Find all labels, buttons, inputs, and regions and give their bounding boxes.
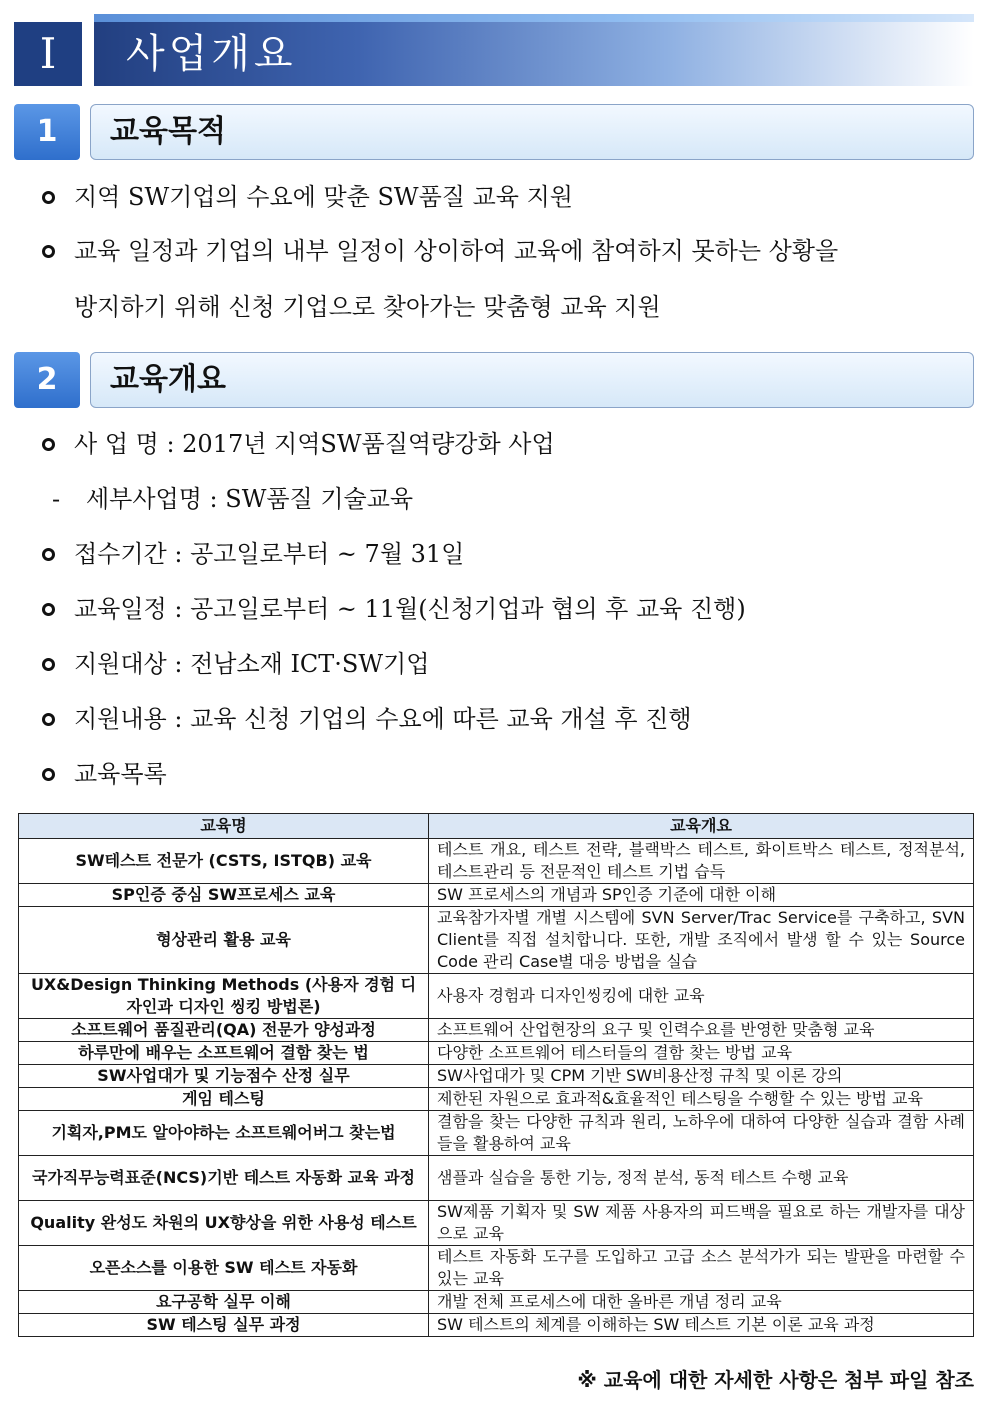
overview-item-project-name: 사 업 명 : 2017년 지역SW품질역량강화 사업 bbox=[74, 430, 555, 458]
course-name: SW사업대가 및 기능점수 산정 실무 bbox=[19, 1065, 429, 1088]
section-number: 1 bbox=[14, 104, 80, 160]
table-row bbox=[19, 1042, 974, 1065]
course-name: SW 테스팅 실무 과정 bbox=[19, 1314, 429, 1337]
overview-item-course-list: 교육목록 bbox=[74, 760, 167, 788]
course-overview: 개발 전체 프로세스에 대한 올바른 개념 정리 교육 bbox=[429, 1291, 974, 1314]
course-name: 요구공학 실무 이해 bbox=[19, 1291, 429, 1314]
table-row bbox=[19, 884, 974, 907]
course-overview: 테스트 자동화 도구를 도입하고 고급 소스 분석가가 되는 발판을 마련할 수 있는 교육 bbox=[429, 1246, 974, 1291]
course-overview: SW 테스트의 체계를 이해하는 SW 테스트 기본 이론 교육 과정 bbox=[429, 1314, 974, 1337]
section-title: 교육개요 bbox=[110, 362, 226, 397]
course-overview: 소프트웨어 산업현장의 요구 및 인력수요를 반영한 맞춤형 교육 bbox=[429, 1019, 974, 1042]
table-row bbox=[19, 907, 974, 974]
course-name: SW테스트 전문가 (CSTS, ISTQB) 교육 bbox=[19, 839, 429, 884]
course-overview: 사용자 경험과 디자인씽킹에 대한 교육 bbox=[429, 974, 974, 1019]
course-name: 소프트웨어 품질관리(QA) 전문가 양성과정 bbox=[19, 1019, 429, 1042]
chapter-number: I bbox=[14, 22, 82, 86]
overview-item-subproject: 세부사업명 : SW품질 기술교육 bbox=[86, 485, 414, 513]
section-title: 교육목적 bbox=[110, 114, 226, 149]
course-overview: 다양한 소프트웨어 테스터들의 결함 찾는 방법 교육 bbox=[429, 1042, 974, 1065]
bullet-icon bbox=[42, 658, 55, 671]
column-header-course-overview: 교육개요 bbox=[429, 814, 974, 839]
course-name: 오픈소스를 이용한 SW 테스트 자동화 bbox=[19, 1246, 429, 1291]
bullet-icon bbox=[42, 438, 55, 451]
section-number: 2 bbox=[14, 352, 80, 408]
section-header-purpose bbox=[14, 104, 974, 160]
course-name: 국가직무능력표준(NCS)기반 테스트 자동화 교육 과정 bbox=[19, 1156, 429, 1201]
table-header-row bbox=[19, 814, 974, 839]
bullet-icon bbox=[42, 603, 55, 616]
course-name: Quality 완성도 차원의 UX향상을 위한 사용성 테스트 bbox=[19, 1201, 429, 1246]
table-row bbox=[19, 1111, 974, 1156]
table-row bbox=[19, 1156, 974, 1201]
table-row bbox=[19, 1314, 974, 1337]
course-overview: 샘플과 실습을 통한 기능, 정적 분석, 동적 테스트 수행 교육 bbox=[429, 1156, 974, 1201]
course-name: SP인증 중심 SW프로세스 교육 bbox=[19, 884, 429, 907]
table-row bbox=[19, 1065, 974, 1088]
table-row bbox=[19, 839, 974, 884]
course-name: 하루만에 배우는 소프트웨어 결함 찾는 법 bbox=[19, 1042, 429, 1065]
course-name: 형상관리 활용 교육 bbox=[19, 907, 429, 974]
section-header-overview bbox=[14, 352, 974, 408]
purpose-item: 교육 일정과 기업의 내부 일정이 상이하여 교육에 참여하지 못하는 상황을 bbox=[74, 237, 839, 265]
overview-item-schedule: 교육일정 : 공고일로부터 ~ 11월(신청기업과 협의 후 교육 진행) bbox=[74, 595, 746, 623]
purpose-item: 지역 SW기업의 수요에 맞춘 SW품질 교육 지원 bbox=[74, 183, 573, 211]
purpose-item-continued: 방지하기 위해 신청 기업으로 찾아가는 맞춤형 교육 지원 bbox=[74, 293, 661, 321]
table-row bbox=[19, 1291, 974, 1314]
course-overview: 결함을 찾는 다양한 규칙과 원리, 노하우에 대하여 다양한 실습과 결함 사례들을 활용하여 교육 bbox=[429, 1111, 974, 1156]
course-name: 기획자,PM도 알아야하는 소프트웨어버그 찾는법 bbox=[19, 1111, 429, 1156]
table-row bbox=[19, 1019, 974, 1042]
overview-item-content: 지원내용 : 교육 신청 기업의 수요에 따른 교육 개설 후 진행 bbox=[74, 705, 692, 733]
bullet-icon bbox=[42, 713, 55, 726]
dash-marker: - bbox=[52, 485, 61, 513]
bullet-icon bbox=[42, 245, 55, 258]
bullet-icon bbox=[42, 768, 55, 781]
course-table bbox=[18, 813, 974, 1337]
course-name: UX&Design Thinking Methods (사용자 경험 디자인과 디자인 씽킹 방법론) bbox=[19, 974, 429, 1019]
table-row bbox=[19, 1246, 974, 1291]
course-overview: SW사업대가 및 CPM 기반 SW비용산정 규칙 및 이론 강의 bbox=[429, 1065, 974, 1088]
overview-item-target: 지원대상 : 전남소재 ICT·SW기업 bbox=[74, 650, 430, 678]
table-row bbox=[19, 1201, 974, 1246]
bullet-icon bbox=[42, 548, 55, 561]
table-row bbox=[19, 974, 974, 1019]
overview-item-reception: 접수기간 : 공고일로부터 ~ 7월 31일 bbox=[74, 540, 465, 568]
course-overview: 교육참가자별 개별 시스템에 SVN Server/Trac Service를 구축하고, SVN Client를 직접 설치합니다. 또한, 개발 조직에서 발생 할 수 있는 Source Code 관리 Case별 대응 방법을 실습 bbox=[429, 907, 974, 974]
course-overview: SW제품 기획자 및 SW 제품 사용자의 피드백을 필요로 하는 개발자를 대상으로 교육 bbox=[429, 1201, 974, 1246]
table-row bbox=[19, 1088, 974, 1111]
footnote: ※ 교육에 대한 자세한 사항은 첨부 파일 참조 bbox=[577, 1368, 974, 1392]
chapter-title: 사업개요 bbox=[126, 31, 297, 77]
course-name: 게임 테스팅 bbox=[19, 1088, 429, 1111]
column-header-course-name: 교육명 bbox=[19, 814, 429, 839]
bullet-icon bbox=[42, 191, 55, 204]
chapter-header bbox=[14, 14, 974, 86]
course-overview: 테스트 개요, 테스트 전략, 블랙박스 테스트, 화이트박스 테스트, 정적분석, 테스트관리 등 전문적인 테스트 기법 습득 bbox=[429, 839, 974, 884]
course-overview: SW 프로세스의 개념과 SP인증 기준에 대한 이해 bbox=[429, 884, 974, 907]
course-overview: 제한된 자원으로 효과적&효율적인 테스팅을 수행할 수 있는 방법 교육 bbox=[429, 1088, 974, 1111]
